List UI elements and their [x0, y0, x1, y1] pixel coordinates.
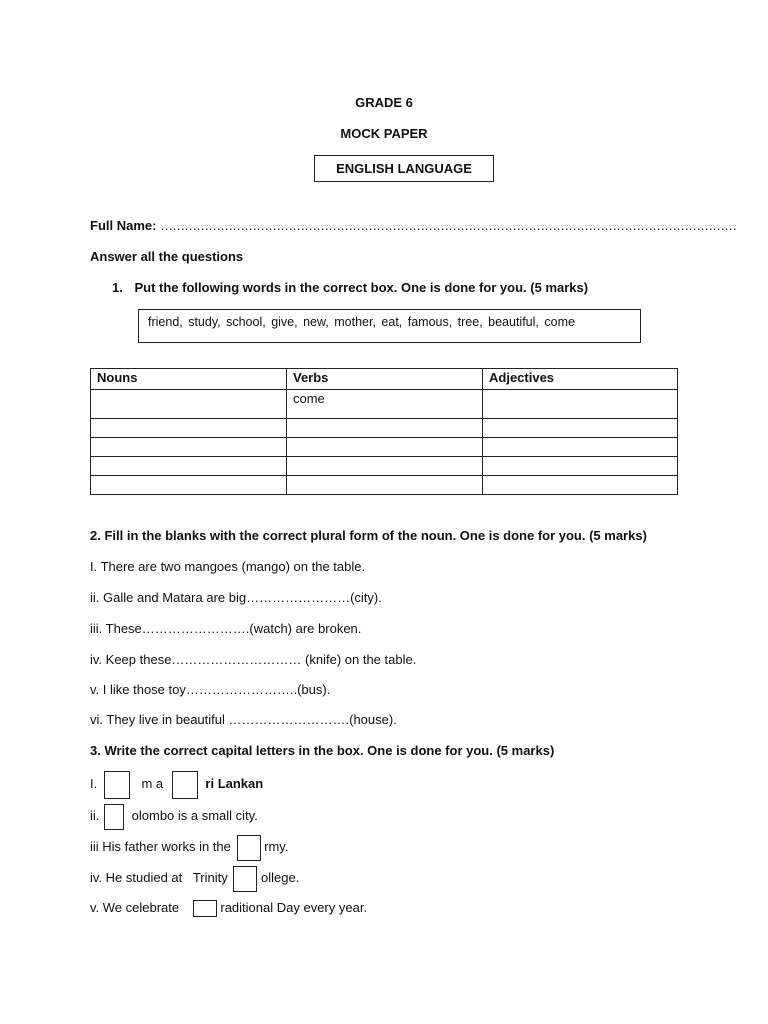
q3-suffix: olombo is a small city. — [131, 808, 258, 823]
q3-mid: m a — [141, 776, 164, 791]
q2-item[interactable]: iv. Keep these………………………… (knife) on the table. — [90, 652, 417, 667]
q2-item[interactable]: vi. They live in beautiful ……………………….(house). — [90, 712, 397, 727]
q2-title: 2. Fill in the blanks with the correct plural form of the noun. One is done for you. (5 marks) — [90, 528, 647, 543]
instruction: Answer all the questions — [90, 249, 244, 264]
table-cell[interactable] — [483, 476, 678, 495]
answer-box[interactable] — [104, 771, 130, 799]
table-row — [91, 438, 678, 457]
q3-suffix: ri Lankan — [205, 776, 264, 791]
q3-prefix: iv. He studied at Trinity — [90, 870, 228, 885]
q3-item-3 — [90, 833, 288, 861]
answer-box[interactable] — [237, 835, 261, 861]
q2-item[interactable]: ii. Galle and Matara are big……………………(city). — [90, 590, 382, 605]
answer-box[interactable] — [193, 900, 217, 917]
table-cell[interactable] — [287, 476, 483, 495]
q3-prefix: I. — [90, 776, 98, 791]
paper-heading: MOCK PAPER — [340, 126, 428, 141]
table-row — [91, 457, 678, 476]
table-header-row — [91, 369, 678, 390]
table-row — [91, 476, 678, 495]
q3-suffix: rmy. — [264, 839, 289, 854]
q3-item-2 — [90, 802, 258, 830]
q3-suffix: raditional Day every year. — [220, 900, 368, 915]
answer-box[interactable] — [104, 804, 124, 830]
subject-title: ENGLISH LANGUAGE — [314, 155, 494, 182]
table-cell[interactable] — [91, 390, 287, 419]
table-cell[interactable] — [483, 390, 678, 419]
table-row — [91, 390, 678, 419]
full-name-dots[interactable]: ……………………………………………………………………………………………………………………………… — [160, 218, 737, 233]
q2-item: I. There are two mangoes (mango) on the table. — [90, 559, 366, 574]
q3-prefix: v. We celebrate — [90, 900, 180, 915]
q3-prefix: iii His father works in the — [90, 839, 231, 854]
table-cell[interactable]: come — [287, 390, 483, 419]
header-adjectives: Adjectives — [483, 369, 678, 390]
table-cell[interactable] — [287, 438, 483, 457]
full-name-label: Full Name: — [90, 218, 157, 233]
q3-suffix: ollege. — [261, 870, 300, 885]
answer-box[interactable] — [233, 866, 257, 892]
q3-item-1 — [90, 770, 263, 799]
q3-prefix: ii. — [90, 808, 100, 823]
q1-title — [112, 280, 588, 295]
table-cell[interactable] — [91, 457, 287, 476]
table-cell[interactable] — [91, 476, 287, 495]
header-verbs: Verbs — [287, 369, 483, 390]
grade-heading: GRADE 6 — [355, 95, 413, 110]
q3-item-5 — [90, 896, 367, 920]
word-table — [90, 368, 678, 495]
header-nouns: Nouns — [91, 369, 287, 390]
q2-item[interactable]: iii. These…………………….(watch) are broken. — [90, 621, 362, 636]
q2-item[interactable]: v. I like those toy……………………..(bus). — [90, 682, 331, 697]
table-cell[interactable] — [287, 419, 483, 438]
table-cell[interactable] — [91, 419, 287, 438]
q1-title-text: Put the following words in the correct box. One is done for you. (5 marks) — [134, 280, 589, 295]
q3-title: 3. Write the correct capital letters in the box. One is done for you. (5 marks) — [90, 743, 555, 758]
full-name-row[interactable] — [90, 218, 736, 233]
table-cell[interactable] — [287, 457, 483, 476]
table-cell[interactable] — [91, 438, 287, 457]
answer-box[interactable] — [172, 771, 198, 799]
q3-item-4 — [90, 864, 299, 892]
q1-number: 1. — [112, 280, 123, 295]
table-cell[interactable] — [483, 438, 678, 457]
table-row — [91, 419, 678, 438]
word-list-box: friend, study, school, give, new, mother, eat, famous, tree, beautiful, come — [138, 309, 641, 343]
table-cell[interactable] — [483, 419, 678, 438]
table-cell[interactable] — [483, 457, 678, 476]
